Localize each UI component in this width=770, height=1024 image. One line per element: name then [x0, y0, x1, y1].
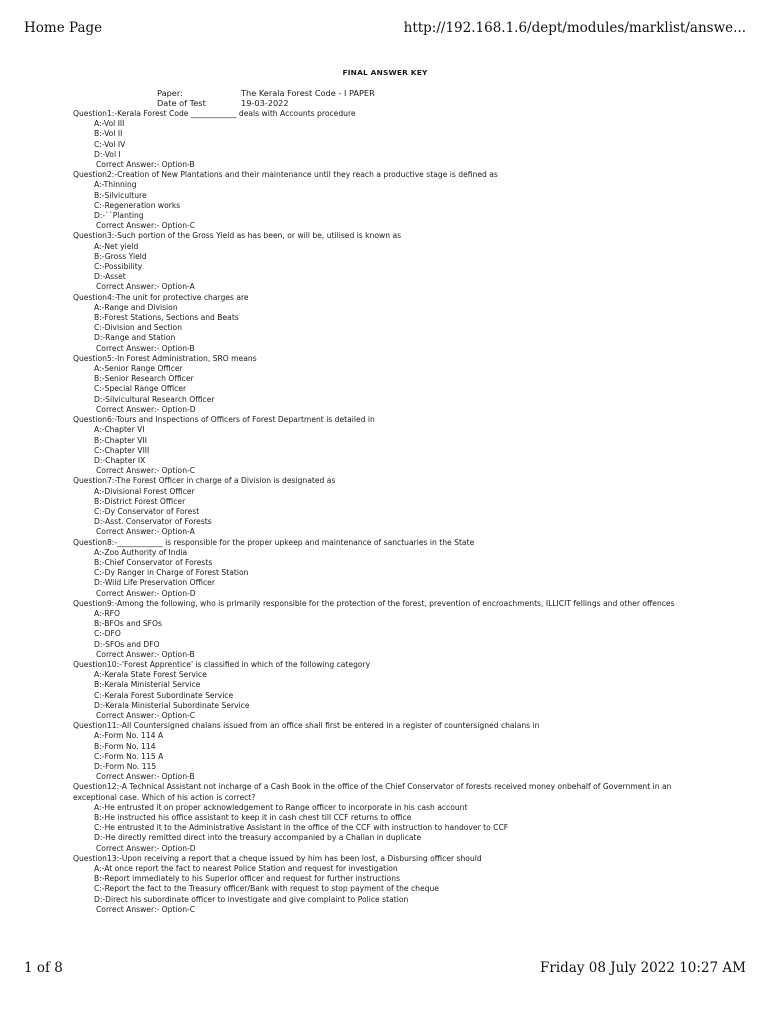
answer-option: C:-He entrusted it to the Administrative Assistant in the office of the CCF with instruction to handover to CCF: [94, 823, 509, 833]
question-block: [73, 854, 703, 915]
answer-option: D:-Asst. Conservator of Forests: [94, 517, 212, 527]
question-block: [73, 415, 703, 476]
question-block: [73, 660, 703, 721]
question-text: Question10:-'Forest Apprentice' is classified in which of the following category: [73, 659, 371, 669]
question-block: [73, 782, 703, 853]
answer-option: C:-Special Range Officer: [94, 384, 187, 394]
correct-answer: Correct Answer:- Option-B: [96, 343, 195, 353]
question-block: [73, 538, 703, 599]
answer-option: C:-Regeneration works: [94, 200, 181, 210]
answer-option: A:-Chapter VI: [94, 425, 145, 435]
question-text: Question13:-Upon receiving a report that a cheque issued by him has been lost, a Disbursing officer should: [73, 853, 482, 863]
paper-meta: [157, 88, 375, 108]
answer-option: C:-Dy Conservator of Forest: [94, 506, 200, 516]
document-title: FINAL ANSWER KEY: [342, 68, 428, 77]
correct-answer: Correct Answer:- Option-A: [96, 527, 195, 537]
answer-option: A:-Zoo Authority of India: [94, 547, 188, 557]
correct-answer: Correct Answer:- Option-D: [96, 404, 196, 414]
answer-option: D:-Range and Station: [94, 333, 176, 343]
correct-answer: Correct Answer:- Option-B: [96, 160, 195, 170]
question-block: [73, 293, 703, 354]
correct-answer: Correct Answer:- Option-A: [96, 282, 195, 292]
answer-option: B:-Senior Research Officer: [94, 374, 194, 384]
correct-answer: Correct Answer:- Option-C: [96, 466, 196, 476]
answer-option: D:-Silvicultural Research Officer: [94, 394, 215, 404]
paper-label: Paper:: [157, 88, 183, 98]
question-block: [73, 721, 703, 782]
date-row: [157, 98, 375, 108]
question-block: [73, 476, 703, 537]
answer-option: A:-Range and Division: [94, 302, 178, 312]
question-block: [73, 599, 703, 660]
answer-option: A:-RFO: [94, 608, 120, 618]
question-text: Question1:-Kerala Forest Code ____________ deals with Accounts procedure: [73, 109, 356, 118]
page-indicator: 1 of 8: [24, 960, 63, 976]
question-text: Question12:-A Technical Assistant not incharge of a Cash Book in the office of the Chief Conservator of forests received money onbehalf of Government in an exceptional case. Which of his action is correct?: [73, 782, 672, 802]
answer-option: C:-Form No. 115 A: [94, 751, 164, 761]
paper-row: [157, 88, 375, 98]
date-value: 19-03-2022: [241, 98, 289, 109]
answer-option: B:-Silviculture: [94, 190, 147, 200]
answer-option: B:-He instructed his office assistant to keep it in cash chest till CCF returns to office: [94, 813, 412, 823]
answer-option: D:-``Planting: [94, 211, 144, 221]
question-block: [73, 109, 703, 170]
answer-option: C:-Kerala Forest Subordinate Service: [94, 690, 234, 700]
question-text: Question3:-Such portion of the Gross Yield as has been, or will be, utilised is known as: [73, 231, 402, 241]
correct-answer: Correct Answer:- Option-C: [96, 710, 196, 720]
correct-answer: Correct Answer:- Option-B: [96, 772, 195, 782]
answer-option: A:-Thinning: [94, 180, 137, 190]
answer-option: D:-Wild Life Preservation Officer: [94, 578, 215, 588]
answer-option: C:-Dy Ranger in Charge of Forest Station: [94, 568, 249, 578]
answer-option: A:-Divisional Forest Officer: [94, 486, 195, 496]
date-label: Date of Test: [157, 98, 206, 109]
question-text: Question8:-____________ is responsible for the proper upkeep and maintenance of sanctuaries in the State: [73, 537, 475, 547]
answer-option: B:-Forest Stations, Sections and Beats: [94, 313, 239, 323]
print-timestamp: Friday 08 July 2022 10:27 AM: [540, 960, 746, 976]
answer-option: D:-Direct his subordinate officer to investigate and give complaint to Police station: [94, 894, 409, 904]
answer-option: D:-Kerala Ministerial Subordinate Service: [94, 700, 250, 710]
answer-option: C:-Chapter VIII: [94, 445, 150, 455]
question-block: [73, 354, 703, 415]
page-url: http://192.168.1.6/dept/modules/marklist/answe...: [403, 20, 746, 36]
question-text: Question9:-Among the following, who is primarily responsible for the protection of the forest, prevention of encroachments, ILLICIT fellings and other offences: [73, 598, 675, 608]
question-list: [73, 109, 703, 915]
question-text: Question11:-All Countersigned chalans issued from an office shall first be entered in a register of countersigned chalans in: [73, 721, 540, 731]
answer-option: C:-Division and Section: [94, 323, 183, 333]
answer-option: B:-Vol II: [94, 129, 123, 139]
answer-option: C:-DFO: [94, 629, 121, 639]
answer-option: D:-Form No. 115: [94, 762, 157, 771]
question-block: [73, 231, 703, 292]
question-text: Question4:-The unit for protective charges are: [73, 292, 249, 302]
answer-option: B:-Form No. 114: [94, 741, 156, 751]
paper-value: The Kerala Forest Code - I PAPER: [241, 88, 375, 98]
answer-option: A:-He entrusted it on proper acknowledgement to Range officer to incorporate in his cash account: [94, 802, 468, 812]
answer-option: C:-Report the fact to the Treasury officer/Bank with request to stop payment of the cheque: [94, 884, 439, 894]
answer-option: C:-Vol IV: [94, 139, 126, 149]
answer-option: D:-SFOs and DFO: [94, 639, 160, 649]
answer-option: A:-Kerala State Forest Service: [94, 670, 207, 680]
answer-option: D:-Vol I: [94, 149, 121, 159]
answer-option: A:-Vol III: [94, 119, 125, 129]
answer-option: D:-Asset: [94, 272, 126, 282]
correct-answer: Correct Answer:- Option-B: [96, 649, 195, 659]
answer-option: A:-At once report the fact to nearest Police Station and request for investigation: [94, 864, 398, 874]
answer-option: B:-Chapter VII: [94, 435, 147, 445]
correct-answer: Correct Answer:- Option-C: [96, 221, 196, 231]
answer-option: B:-Chief Conservator of Forests: [94, 557, 213, 567]
question-text: Question7:-The Forest Officer in charge of a Division is designated as: [73, 476, 336, 486]
answer-option: B:-BFOs and SFOs: [94, 619, 162, 629]
question-block: [73, 170, 703, 231]
answer-option: A:-Senior Range Officer: [94, 364, 183, 374]
answer-option: D:-Chapter IX: [94, 455, 146, 465]
correct-answer: Correct Answer:- Option-C: [96, 904, 196, 914]
question-text: Question2:-Creation of New Plantations and their maintenance until they reach a productive stage is defined as: [73, 170, 498, 180]
correct-answer: Correct Answer:- Option-D: [96, 843, 196, 853]
answer-option: C:-Possibility: [94, 262, 143, 272]
answer-option: B:-Report immediately to his Superior officer and request for further instructions: [94, 874, 401, 884]
answer-option: B:-District Forest Officer: [94, 496, 186, 506]
question-text: Question6:-Tours and Inspections of Officers of Forest Department is detailed in: [73, 415, 375, 425]
home-page-label: Home Page: [24, 20, 103, 36]
answer-option: A:-Form No. 114 A: [94, 731, 164, 741]
answer-option: B:-Kerala Ministerial Service: [94, 680, 201, 690]
answer-option: B:-Gross Yield: [94, 251, 147, 261]
question-text: Question5:-In Forest Administration, SRO means: [73, 353, 257, 363]
answer-option: D:-He directly remitted direct into the treasury accompanied by a Challan in duplicate: [94, 833, 422, 843]
answer-option: A:-Net yield: [94, 241, 139, 251]
correct-answer: Correct Answer:- Option-D: [96, 588, 196, 598]
